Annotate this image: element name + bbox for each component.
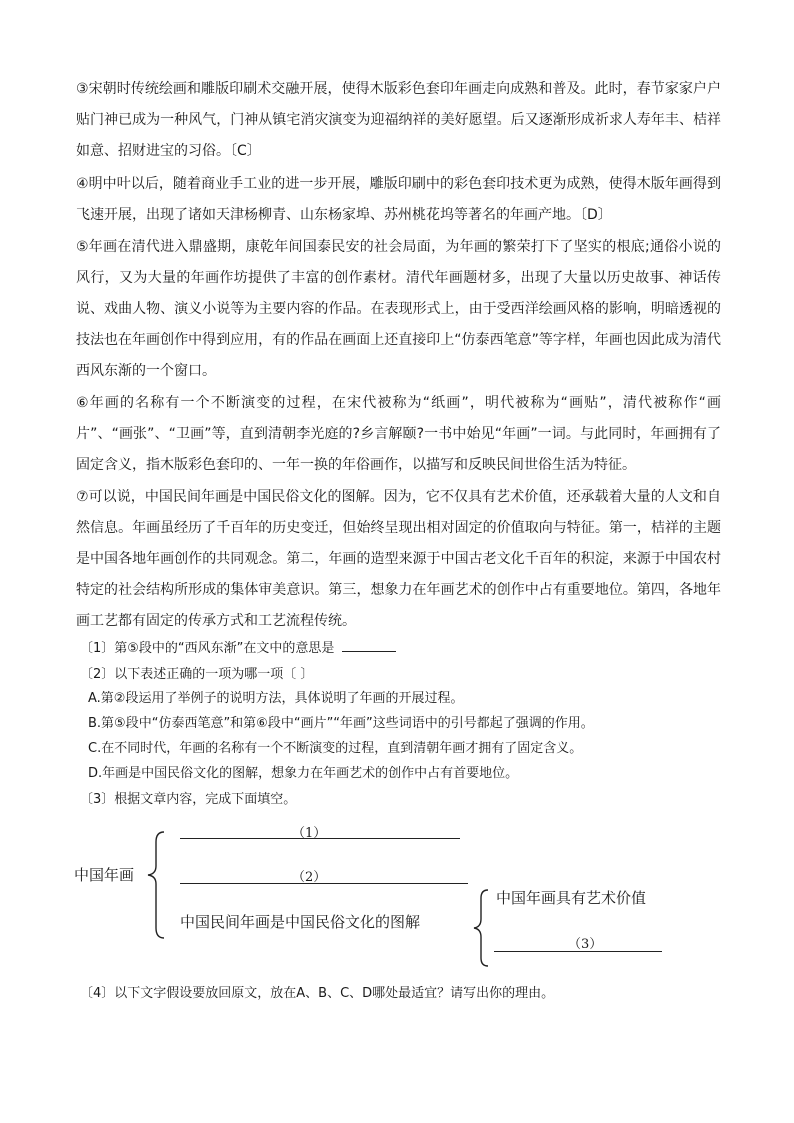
option-c: C.在不同时代，年画的名称有一个不断演变的过程，直到清朝年画才拥有了固定含义。	[88, 741, 583, 756]
paragraph-7: ⑦可以说，中国民间年画是中国民俗文化的图解。因为，它不仅具有艺术价值，还承载着大量的人文和自然信息。年画虽经历了千百年的历史变迁，但始终呈现出相对固定的价值取向与特征。第一，桔祥的主题是中国各地年画创作的共同观念。第二，年画的造型来源于中国古老文化千百年的积淀，来源于中国农村特定的社会结构所形成的集体审美意识。第三，想象力在年画艺术的创作中占有重要地位。第四，各地年画工艺都有固定的传承方式和工艺流程传统。	[76, 489, 721, 629]
option-b: B.第⑤段中“仿泰西笔意”和第⑥段中“画片”“年画”这些词语中的引号都起了强调的作用。	[88, 716, 594, 731]
diagram-root: 中国年画	[74, 866, 135, 884]
fill-line-2[interactable]	[180, 883, 468, 884]
blank-label-3: （3）	[568, 937, 603, 952]
paragraph-3: ③宋朝时传统绘画和雕版印刷术交融开展，使得木版彩色套印年画走向成熟和普及。此时，春节家家户户贴门神已成为一种风气，门神从镇宅消灾演变为迎福纳祥的美好愿望。后又逐渐形成祈求人寿年丰、桔祥如意、招财进宝的习俗。〔C〕	[76, 81, 721, 159]
paragraph-4: ④明中叶以后，随着商业手工业的进一步开展，雕版印刷中的彩色套印技术更为成熟，使得木版年画得到飞速开展，出现了诸如天津杨柳青、山东杨家埠、苏州桃花坞等著名的年画产地。〔D〕	[76, 176, 721, 223]
right-brace	[474, 890, 488, 966]
question-4: 〔4〕以下文字假设要放回原文，放在A、B、C、D哪处最适宜？请写出你的理由。	[80, 986, 555, 1001]
question-3: 〔3〕根据文章内容，完成下面填空。	[80, 792, 297, 807]
paragraph-5: ⑤年画在清代进入鼎盛期，康乾年间国泰民安的社会局面，为年画的繁荣打下了坚实的根底;通俗小说的风行，又为大量的年画作坊提供了丰富的创作素材。清代年画题材多，出现了大量以历史故事、神话传说、戏曲人物、演义小说等为主要内容的作品。在表现形式上，由于受西洋绘画风格的影响，明暗透视的技法也在年画创作中得到应用，有的作品在画面上还直接印上“仿泰西笔意”等字样，年画也因此成为清代西风东渐的一个窗口。	[76, 239, 721, 379]
option-d: D.年画是中国民俗文化的图解，想象力在年画艺术的创作中占有首要地位。	[88, 766, 519, 781]
fill-line-1[interactable]	[180, 838, 460, 839]
diagram-sub-1: 中国年画具有艺术价值	[496, 889, 647, 907]
blank-label-1: （1）	[292, 826, 327, 841]
left-brace	[148, 832, 164, 938]
option-a: A.第②段运用了举例子的说明方法，具体说明了年画的开展过程。	[88, 691, 464, 706]
question-2: 〔2〕以下表述正确的一项为哪一项〔 〕	[80, 667, 314, 682]
blank-label-2: （2）	[292, 870, 327, 885]
paragraph-6: ⑥年画的名称有一个不断演变的过程，在宋代被称为“纸画”，明代被称为“画贴”，清代被称作“画片”、“画张”、“卫画”等，直到清朝李光庭的?乡言解颐?一书中始见“年画”一词。与此同时，年画拥有了固定含义，指木版彩色套印的、一年一换的年俗画作，以描写和反映民间世俗生活为特征。	[76, 395, 721, 473]
question-1-text: 〔1〕第⑤段中的“西风东渐”在文中的意思是	[80, 641, 335, 656]
fill-line-3[interactable]	[494, 951, 662, 952]
diagram-branch-3: 中国民间年画是中国民俗文化的图解	[180, 913, 421, 931]
